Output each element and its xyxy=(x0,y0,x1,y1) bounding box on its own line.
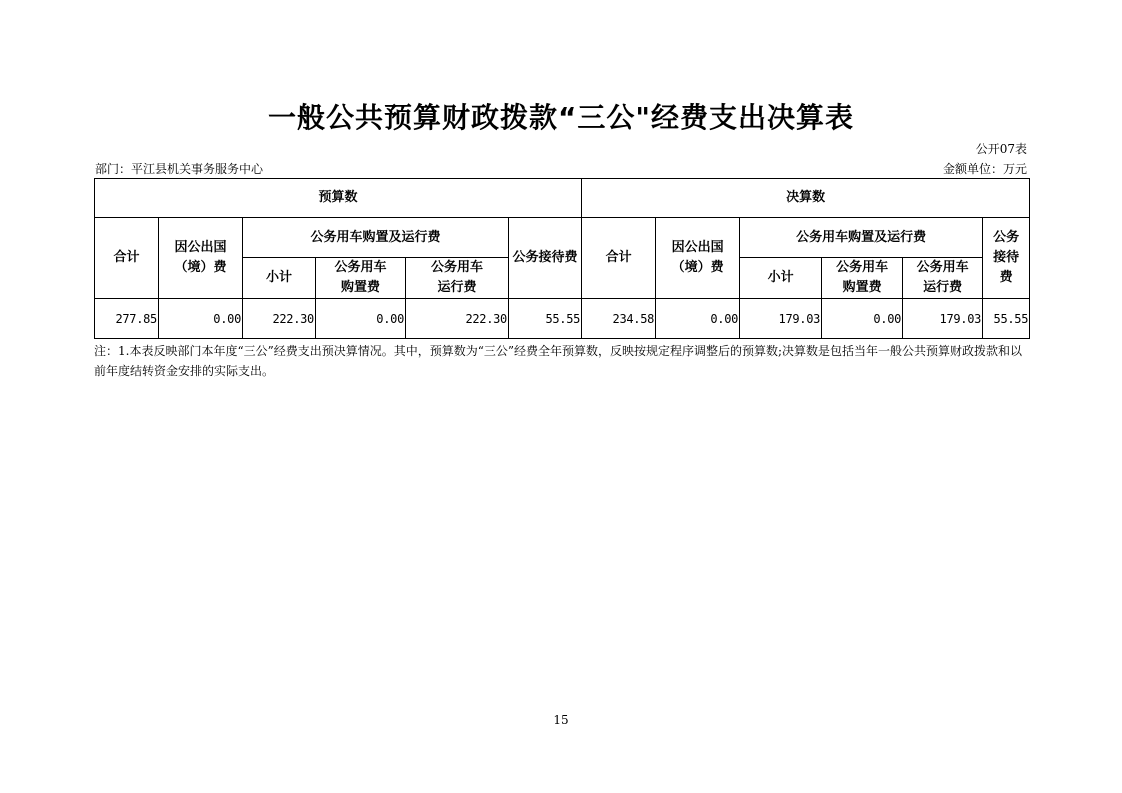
budget-abroad-value: 0.00 xyxy=(159,299,243,339)
budget-subtotal-header: 小计 xyxy=(243,258,316,299)
final-total-header: 合计 xyxy=(582,218,656,299)
final-purchase-header: 公务用车购置费 xyxy=(822,258,903,299)
final-vehicle-operation-value: 179.03 xyxy=(903,299,983,339)
footnote: 注：1.本表反映部门本年度“三公”经费支出预决算情况。其中，预算数为“三公”经费全年预算数，反映按规定程序调整后的预算数;决算数是包括当年一般公共预算财政拨款和以前年度结转资金安排的实际支出。 xyxy=(94,344,1023,378)
budget-reception-header: 公务接待费 xyxy=(509,218,582,299)
budget-vehicle-purchase-value: 0.00 xyxy=(316,299,406,339)
budget-group-header: 预算数 xyxy=(95,179,582,218)
final-reception-header: 公务接待费 xyxy=(983,218,1030,299)
final-abroad-header: 因公出国（境）费 xyxy=(656,218,740,299)
header-row-1 xyxy=(95,218,1030,258)
page-title: 一般公共预算财政拨款“三公"经费支出决算表 xyxy=(268,101,854,134)
budget-reception-value: 55.55 xyxy=(509,299,582,339)
page-number: 15 xyxy=(553,713,569,727)
final-vehicle-purchase-value: 0.00 xyxy=(822,299,903,339)
final-operation-header: 公务用车运行费 xyxy=(903,258,983,299)
final-reception-value: 55.55 xyxy=(983,299,1030,339)
three-public-expense-table xyxy=(94,178,1030,339)
final-vehicle-subtotal-value: 179.03 xyxy=(740,299,822,339)
final-abroad-value: 0.00 xyxy=(656,299,740,339)
form-code: 公开07表 xyxy=(975,142,1027,156)
group-header-row xyxy=(95,179,1030,218)
final-group-header: 决算数 xyxy=(582,179,1030,218)
budget-vehicle-subtotal-value: 222.30 xyxy=(243,299,316,339)
budget-total-header: 合计 xyxy=(95,218,159,299)
final-vehicle-header: 公务用车购置及运行费 xyxy=(740,218,983,258)
department-label: 部门：平江县机关事务服务中心 xyxy=(95,162,264,176)
budget-abroad-header: 因公出国（境）费 xyxy=(159,218,243,299)
budget-vehicle-header: 公务用车购置及运行费 xyxy=(243,218,509,258)
final-total-value: 234.58 xyxy=(582,299,656,339)
budget-purchase-header: 公务用车购置费 xyxy=(316,258,406,299)
budget-vehicle-operation-value: 222.30 xyxy=(406,299,509,339)
table-row xyxy=(95,299,1030,339)
budget-operation-header: 公务用车运行费 xyxy=(406,258,509,299)
amount-unit-label: 金额单位：万元 xyxy=(942,162,1027,176)
final-subtotal-header: 小计 xyxy=(740,258,822,299)
budget-total-value: 277.85 xyxy=(95,299,159,339)
